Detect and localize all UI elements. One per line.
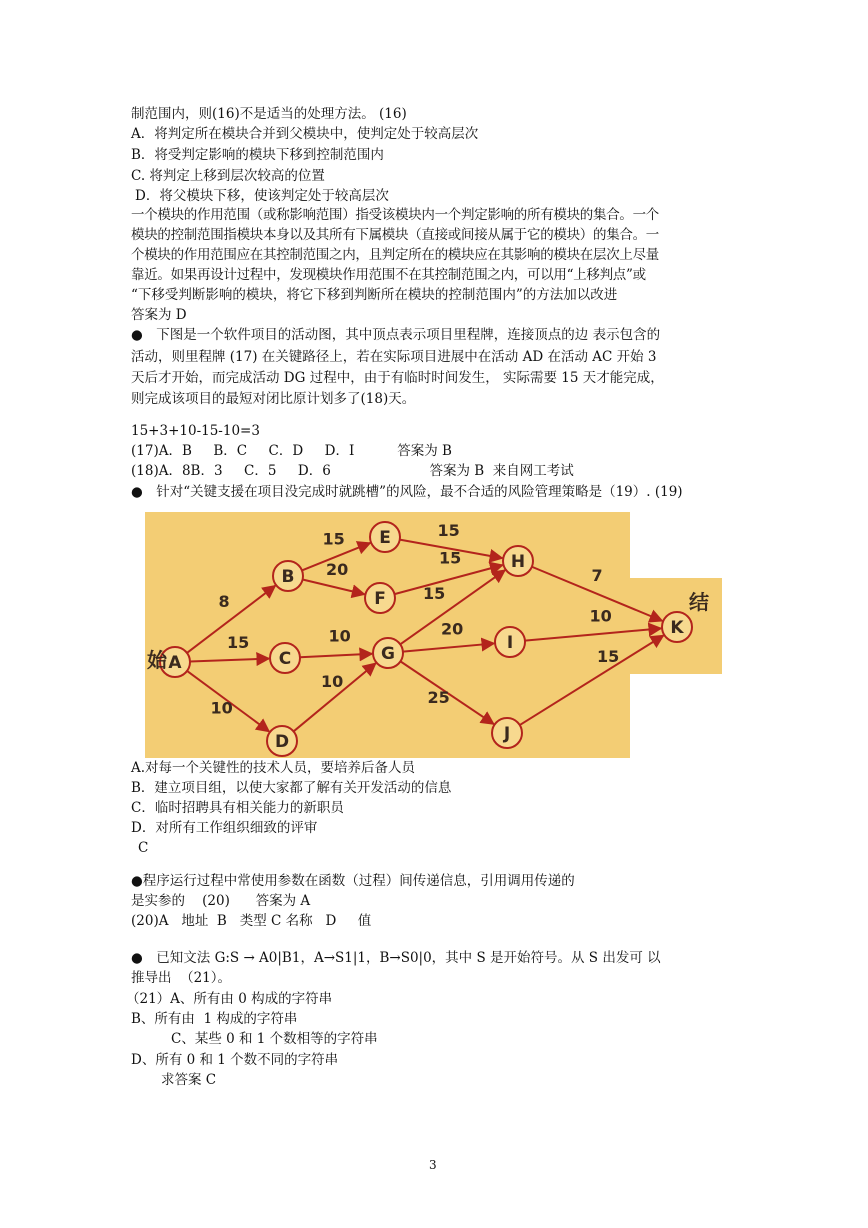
option-a: （21）A、所有由 0 构成的字符串 (126, 991, 333, 1007)
option-b: B．将受判定影响的模块下移到控制范围内 (131, 147, 384, 163)
answer-line: C (138, 840, 149, 856)
options-18: (18)A．8B．3 C．5 D．6 答案为 B 来自网工考试 (131, 463, 574, 479)
node-F (365, 583, 395, 613)
node-D (267, 726, 297, 756)
option-c: C．临时招聘具有相关能力的新职员 (131, 800, 344, 816)
node-label-C: C (278, 649, 292, 669)
answer-line: 答案为 D (131, 307, 187, 323)
node-C (270, 643, 300, 673)
edge-weight-A-D: 10 (210, 698, 233, 718)
network-svg (145, 512, 730, 758)
node-label-I: I (506, 633, 514, 653)
option-d: D．将父模块下移，使该判定处于较高层次 (135, 188, 389, 204)
end-label: 结 (689, 590, 709, 614)
node-label-G: G (381, 644, 395, 664)
node-label-A: A (168, 653, 182, 673)
edge-weight-G-I: 20 (441, 619, 464, 639)
option-d: D、所有 0 和 1 个数不同的字符串 (131, 1052, 339, 1068)
edge-weight-F-H: 15 (439, 548, 462, 568)
question-20: ●程序运行过程中常使用参数在函数（过程）间传递信息，引用调用传递的 (131, 873, 575, 889)
option-c: C. 将判定上移到层次较高的位置 (131, 168, 325, 184)
question-21: ● 已知文法 G:S → A0|B1，A→S1|1，B→S0|0，其中 S 是开始符号。从 S 出发可 以 (131, 950, 661, 966)
option-a: A．将判定所在模块合并到父模块中，使判定处于较高层次 (131, 126, 479, 142)
option-b: B、所有由 1 构成的字符串 (131, 1011, 298, 1027)
page-number: 3 (429, 1158, 437, 1172)
explanation-line: 模块的控制范围指模块本身以及其所有下属模块（直接或间接从属于它的模块）的集合。一 (131, 227, 659, 243)
node-E (370, 522, 400, 552)
node-label-H: H (510, 552, 526, 572)
edge-weight-J-K: 15 (597, 647, 620, 666)
start-label: 始 (147, 648, 167, 672)
question-line: ● 下图是一个软件项目的活动图，其中顶点表示项目里程牌，连接顶点的边 表示包含的 (131, 327, 661, 343)
node-G (373, 638, 403, 668)
node-label-D: D (274, 732, 290, 752)
option-a: A.对每一个关键性的技术人员，要培养后备人员 (131, 760, 416, 776)
edge-weight-A-B: 8 (218, 592, 230, 611)
text-line: 制范围内，则(16)不是适当的处理方法。 (16) (131, 106, 407, 122)
node-I (495, 627, 525, 657)
node-label-J: J (503, 724, 511, 744)
node-J (492, 718, 522, 748)
options-20: (20)A 地址 B 类型 C 名称 D 值 (131, 913, 372, 929)
question-line: 则完成该项目的最短对闭比原计划多了(18)天。 (131, 391, 416, 407)
question-line: 活动，则里程牌 (17) 在关键路径上，若在实际项目进展中在活动 AD 在活动 AC 开始 3 (131, 349, 657, 365)
explanation-line: 一个模块的作用范围（或称影响范围）指受该模块内一个判定影响的所有模块的集合。一个 (131, 207, 659, 223)
diagram-background-gap (630, 512, 685, 578)
activity-network-diagram (145, 512, 730, 758)
node-label-E: E (379, 528, 391, 548)
node-label-B: B (281, 567, 295, 587)
edge-weight-D-G: 10 (321, 672, 344, 691)
edge-weight-E-H: 15 (437, 521, 460, 540)
node-label-K: K (670, 618, 684, 638)
option-d: D．对所有工作组织细致的评审 (131, 820, 318, 836)
answer-line: 求答案 C (161, 1072, 217, 1088)
question-line: 天后才开始，而完成活动 DG 过程中，由于有临时时间发生， 实际需要 15 天才能完成， (131, 370, 664, 386)
edge-weight-C-G: 10 (328, 626, 351, 646)
node-K (662, 612, 692, 642)
question-19: ● 针对“关键支援在项目没完成时就跳槽”的风险，最不合适的风险管理策略是（19）. (19) (131, 484, 683, 500)
edge-weight-G-H: 15 (423, 584, 446, 603)
explanation-line: “下移受判断影响的模块，将它下移到判断所在模块的控制范围内”的方法加以改进 (131, 287, 618, 303)
question-20-cont: 是实参的 (20) 答案为 A (131, 893, 311, 909)
edge-weight-B-F: 20 (326, 560, 349, 579)
option-c: C、某些 0 和 1 个数相等的字符串 (171, 1031, 378, 1047)
node-H (503, 546, 533, 576)
question-21-cont: 推导出 （21）。 (131, 970, 232, 986)
option-b: B．建立项目组，以使大家都了解有关开发活动的信息 (131, 780, 452, 796)
calculation-line: 15+3+10-15-10=3 (131, 423, 260, 439)
edge-weight-I-K: 10 (589, 606, 612, 626)
edge-weight-A-C: 15 (227, 633, 250, 652)
node-label-F: F (374, 589, 386, 609)
options-17: (17)A．B B．C C．D D．I 答案为 B (131, 443, 452, 459)
edge-weight-G-J: 25 (427, 688, 450, 707)
explanation-line: 靠近。如果再设计过程中，发现模块作用范围不在其控制范围之内，可以用“上移判点”或 (131, 267, 646, 283)
explanation-line: 个模块的作用范围应在其控制范围之内，且判定所在的模块应在其影响的模块在层次上尽量 (131, 247, 659, 263)
node-B (273, 561, 303, 591)
edge-weight-B-E: 15 (322, 529, 345, 549)
edge-weight-H-K: 7 (591, 566, 603, 585)
